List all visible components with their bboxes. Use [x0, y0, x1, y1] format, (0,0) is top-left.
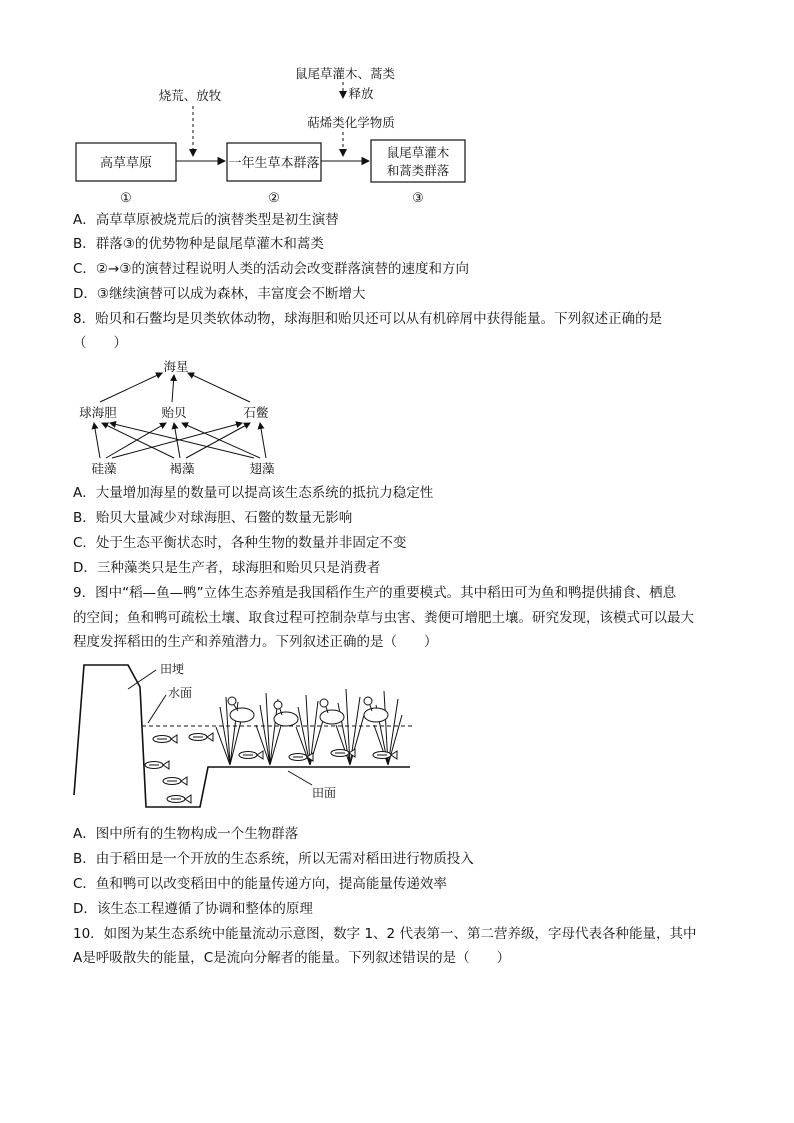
- node-brown-algae: 褐藻: [169, 461, 195, 476]
- num-2: ②: [268, 191, 280, 206]
- box3-text-2: 和蒿类群落: [386, 163, 450, 178]
- label-chem: 萜烯类化学物质: [307, 115, 395, 130]
- q7-option-b: B．群落③的优势物种是鼠尾草灌木和蒿类: [73, 236, 324, 252]
- q10-stem-1: 10．如图为某生态系统中能量流动示意图，数字 1、2 代表第一、第二营养级，字母代表各种能量，其中: [73, 926, 697, 942]
- q9-stem-3: 程度发挥稻田的生产和养殖潜力。下列叙述正确的是（ ）: [73, 634, 438, 650]
- box1-text: 高草草原: [99, 156, 153, 171]
- arrow-chiton-starfish: [188, 373, 250, 402]
- field-outline: [74, 665, 410, 807]
- arrow-urchin-starfish: [100, 373, 162, 402]
- label-water: 水面: [168, 686, 193, 700]
- fish: [145, 733, 397, 803]
- q9-option-d: D．该生态工程遵循了协调和整体的原理: [73, 901, 313, 917]
- q9-stem-2: 的空间；鱼和鸭可疏松土壤、取食过程可控制杂草与虫害、粪便可增肥土壤。研究发现，该模式可以最大: [73, 610, 694, 626]
- q8-option-a: A．大量增加海星的数量可以提高该生态系统的抵抗力稳定性: [73, 485, 434, 501]
- arrow-brown-urchin: [102, 423, 174, 458]
- q9-option-b: B．由于稻田是一个开放的生态系统，所以无需对稻田进行物质投入: [73, 851, 474, 867]
- arrow-brown-chiton: [186, 423, 250, 458]
- q7-option-d: D．③继续演替可以成为森林，丰富度会不断增大: [73, 286, 366, 302]
- food-web-diagram: [70, 355, 290, 480]
- q9-option-c: C．鱼和鸭可以改变稻田中的能量传递方向，提高能量传递效率: [73, 876, 447, 892]
- pointer-field: [288, 771, 312, 785]
- num-1: ①: [120, 191, 132, 206]
- arrow-wing-chiton: [260, 423, 266, 458]
- arrow-mussel-starfish: [172, 375, 174, 402]
- node-starfish: 海星: [163, 359, 189, 374]
- node-mussel: 贻贝: [161, 405, 187, 420]
- q9-stem-1: 9．图中“稻—鱼—鸭”立体生态养殖是我国稻作生产的重要模式。其中稻田可为鱼和鸭提供捕食、栖息: [73, 585, 677, 601]
- node-wing-algae: 翅藻: [249, 461, 275, 476]
- label-burn: 烧荒、放牧: [158, 88, 222, 103]
- node-urchin: 球海胆: [79, 405, 117, 420]
- q7-option-c: C．②→③的演替过程说明人类的活动会改变群落演替的速度和方向: [73, 261, 469, 277]
- arrow-diatom-urchin: [94, 423, 100, 458]
- q9-option-a: A．图中所有的生物构成一个生物群落: [73, 826, 299, 842]
- node-diatom: 硅藻: [91, 461, 117, 476]
- q7-option-a: A．高草草原被烧荒后的演替类型是初生演替: [73, 212, 339, 228]
- q8-option-c: C．处于生态平衡状态时，各种生物的数量并非固定不变: [73, 535, 407, 551]
- q8-stem-2: （ ）: [73, 335, 127, 351]
- pointer-water: [148, 695, 166, 723]
- box3-text-1: 鼠尾草灌木: [386, 145, 450, 160]
- arrow-diatom-mussel: [106, 423, 166, 458]
- label-release: 释放: [348, 86, 374, 101]
- label-ridge: 田埂: [160, 662, 185, 676]
- q8-option-b: B．贻贝大量减少对球海胆、石鳖的数量无影响: [73, 510, 353, 526]
- q10-stem-2: A是呼吸散失的能量，C是流向分解者的能量。下列叙述错误的是（ ）: [73, 950, 511, 966]
- rice-fish-duck-diagram: [70, 657, 420, 817]
- succession-diagram: [70, 60, 470, 210]
- q8-stem-1: 8．贻贝和石鳖均是贝类软体动物，球海胆和贻贝还可以从有机碎屑中获得能量。下列叙述正确的是: [73, 311, 663, 327]
- node-chiton: 石鳖: [243, 405, 269, 420]
- label-field: 田面: [312, 786, 337, 800]
- q8-option-d: D．三种藻类只是生产者，球海胆和贻贝只是消费者: [73, 560, 381, 576]
- num-3: ③: [412, 191, 424, 206]
- box2-text: 一年生草本群落: [228, 156, 320, 171]
- label-top: 鼠尾草灌木、蒿类: [294, 66, 396, 81]
- arrow-brown-mussel: [174, 423, 180, 458]
